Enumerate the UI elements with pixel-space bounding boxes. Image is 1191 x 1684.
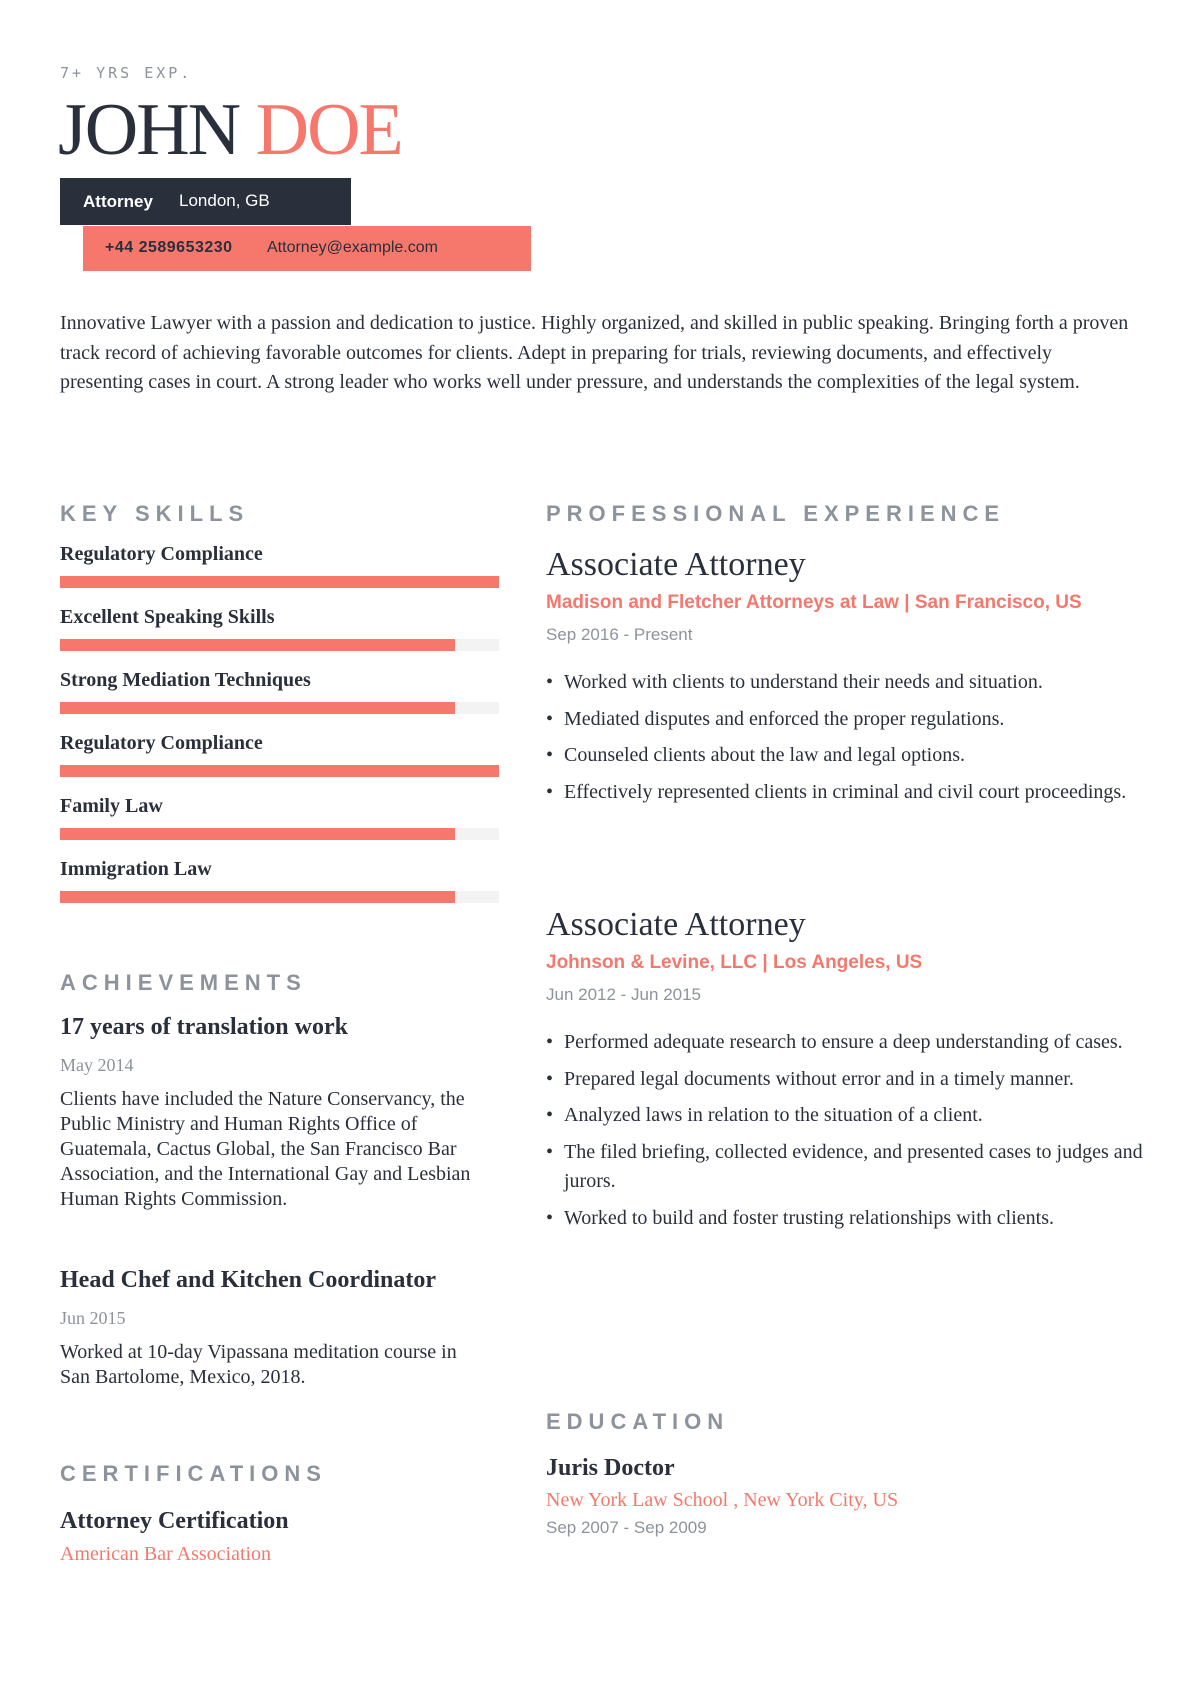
job-role: Attorney	[83, 192, 153, 211]
role-location-bar	[60, 178, 351, 225]
full-name	[58, 88, 402, 172]
phone-number[interactable]: +44 2589653230	[105, 239, 233, 256]
summary: Innovative Lawyer with a passion and dedication to justice. Highly organized, and skilled in public speaking. Bringing forth a proven track record of achieving favorable outcomes for clients. Adept in preparing for trials, reviewing documents, and effectively presenting cases in court. A strong leader who works well under pressure, and understands the complexities of the legal system.	[60, 312, 1129, 393]
skill-bar-track	[60, 702, 499, 714]
achievements-title: ACHIEVEMENTS	[60, 970, 307, 995]
education-dates: Sep 2007 - Sep 2009	[546, 1518, 707, 1537]
skill-label: Excellent Speaking Skills	[60, 606, 275, 628]
job-bullets	[546, 668, 1146, 814]
job-dates: Sep 2016 - Present	[546, 625, 693, 644]
skill-bar-fill	[60, 765, 499, 777]
job-bullet: • Prepared legal documents without error and in a timely manner.	[546, 1065, 1146, 1095]
contact-bar	[83, 226, 531, 271]
school: New York Law School , New York City, US	[546, 1489, 899, 1511]
job-bullet: • Mediated disputes and enforced the proper regulations.	[546, 705, 1146, 735]
first-name: JOHN	[58, 89, 240, 171]
achievement-title: Head Chef and Kitchen Coordinator	[60, 1267, 437, 1293]
key-skills-title: KEY SKILLS	[60, 501, 250, 526]
job-company: Madison and Fletcher Attorneys at Law | San Francisco, US	[546, 592, 1082, 613]
last-name: DOE	[255, 89, 402, 171]
skill-bar-fill	[60, 891, 455, 903]
skill-item	[60, 543, 499, 588]
skill-bar-fill	[60, 576, 499, 588]
skill-item	[60, 795, 499, 840]
achievement-description: Worked at 10-day Vipassana meditation course in San Bartolome, Mexico, 2018.	[60, 1341, 457, 1388]
job-bullets	[546, 1028, 1146, 1240]
job-bullet: • Effectively represented clients in criminal and civil court proceedings.	[546, 778, 1146, 808]
achievement-title: 17 years of translation work	[60, 1014, 348, 1040]
skill-label: Regulatory Compliance	[60, 732, 263, 754]
skill-bar-track	[60, 639, 499, 651]
skill-label: Regulatory Compliance	[60, 543, 263, 565]
skill-bar-track	[60, 828, 499, 840]
certifications-title: CERTIFICATIONS	[60, 1461, 327, 1486]
job-bullet: • Analyzed laws in relation to the situation of a client.	[546, 1101, 1146, 1131]
skill-bar-track	[60, 765, 499, 777]
achievement-description: Clients have included the Nature Conservancy, the Public Ministry and Human Rights Office of Guatemala, Cactus Global, the San Francisco Bar Association, and the International Gay and Lesbian Human Rights Commission.	[60, 1088, 471, 1210]
job-bullet: • The filed briefing, collected evidence, and presented cases to judges and jurors.	[546, 1138, 1146, 1197]
skill-label: Immigration Law	[60, 858, 212, 880]
location: London, GB	[179, 191, 270, 210]
certification-issuer: American Bar Association	[60, 1543, 272, 1565]
skill-bar-track	[60, 891, 499, 903]
skill-label: Strong Mediation Techniques	[60, 669, 311, 691]
skill-label: Family Law	[60, 795, 163, 817]
job-bullet: • Counseled clients about the law and legal options.	[546, 741, 1146, 771]
achievement-date: Jun 2015	[60, 1308, 126, 1328]
job-bullet: • Performed adequate research to ensure a deep understanding of cases.	[546, 1028, 1146, 1058]
job-title: Associate Attorney	[546, 906, 806, 943]
degree: Juris Doctor	[546, 1455, 675, 1481]
skill-item	[60, 732, 499, 777]
skill-item	[60, 858, 499, 903]
job-bullet: • Worked to build and foster trusting relationships with clients.	[546, 1204, 1146, 1234]
education-title: EDUCATION	[546, 1409, 730, 1434]
job-bullet: • Worked with clients to understand their needs and situation.	[546, 668, 1146, 698]
certification-name: Attorney Certification	[60, 1508, 289, 1534]
job-company: Johnson & Levine, LLC | Los Angeles, US	[546, 952, 923, 973]
job-dates: Jun 2012 - Jun 2015	[546, 985, 702, 1004]
achievement-date: May 2014	[60, 1055, 134, 1075]
job-title: Associate Attorney	[546, 546, 806, 583]
skill-bar-fill	[60, 828, 455, 840]
skill-item	[60, 606, 499, 651]
experience-title: PROFESSIONAL EXPERIENCE	[546, 501, 1006, 526]
skill-bar-fill	[60, 702, 455, 714]
skill-item	[60, 669, 499, 714]
skill-bar-fill	[60, 639, 455, 651]
email-address[interactable]: Attorney@example.com	[267, 239, 438, 256]
experience-years: 7+ YRS EXP.	[60, 64, 193, 82]
skill-bar-track	[60, 576, 499, 588]
